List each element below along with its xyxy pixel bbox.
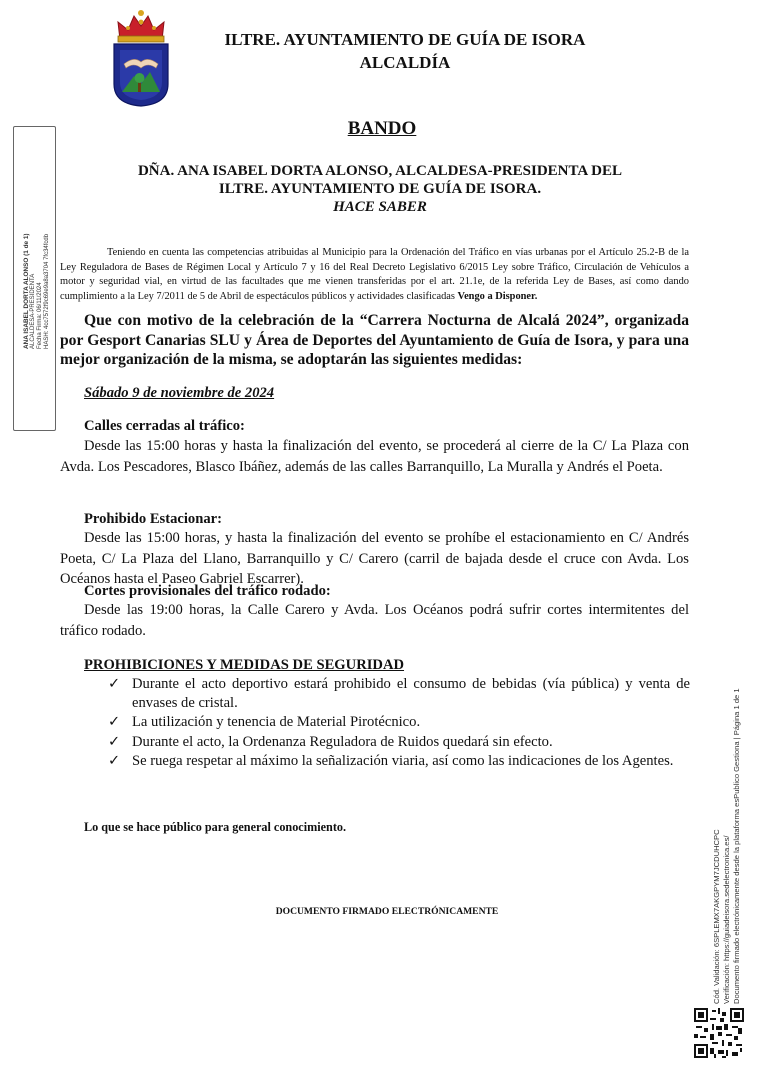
prohibitions-heading: PROHIBICIONES Y MEDIDAS DE SEGURIDAD xyxy=(84,657,405,673)
closed-streets-heading: Calles cerradas al tráfico: xyxy=(84,418,245,434)
issuer-line-2: ILTRE. AYUNTAMIENTO DE GUÍA DE ISORA. xyxy=(218,181,542,197)
checkmark-icon: ✓ xyxy=(108,733,121,750)
traffic-cuts-heading: Cortes provisionales del tráfico rodado: xyxy=(84,583,331,599)
hace-saber: HACE SABER xyxy=(333,199,427,215)
checkmark-icon: ✓ xyxy=(108,676,121,692)
intro-bold-tail: Vengo a Disponer. xyxy=(457,290,538,302)
lead-paragraph: Que con motivo de la celebración de la “Carrera Nocturna de Alcalá 2024”, organizada por Gesport Canarias SLU y Área de Deportes del Ayuntamiento de Guía de Isora, y para una mejor organización de la misma, se adoptarán las siguientes medidas: xyxy=(60,312,689,368)
header-municipality: ILTRE. AYUNTAMIENTO DE GUÍA DE ISORA xyxy=(224,30,586,49)
list-item: ✓ Se ruega respetar al máximo la señalización viaria, así como las indicaciones de los Agentes. xyxy=(108,753,674,769)
document-title: BANDO xyxy=(347,118,417,139)
prohibitions-list xyxy=(108,675,690,772)
validation-code: Cód. Validación: 6SPLEMX7AKGPYM7JCDUHCPC xyxy=(712,829,721,1004)
no-parking-heading: Prohibido Estacionar: xyxy=(84,511,222,527)
closed-streets-text: Desde las 15:00 horas y hasta la finalización del evento, se procederá al cierre de la C/ La Plaza con Avda. Los Pescadores, Blasco Ibáñez, además de las calles Barranquillo, La Muralla y Andrés el Poeta. xyxy=(60,438,689,475)
list-item: ✓ Durante el acto deportivo estará prohibido el consumo de bebidas (vía pública) y venta de envases de cristal. xyxy=(108,676,690,711)
signer-role: ALCALDESA-PRESIDENTA xyxy=(30,273,36,349)
platform-notice: Documento firmado electrónicamente desde la plataforma esPublico Gestiona | Página 1 de 1 xyxy=(732,688,741,1004)
qr-code-icon[interactable] xyxy=(694,1008,744,1058)
header-office: ALCALDÍA xyxy=(359,53,451,72)
verification-url: Verificación: https://guiadeisora.sedelectronica.es/ xyxy=(722,835,731,1004)
checkmark-icon: ✓ xyxy=(108,753,121,769)
closing-statement: Lo que se hace público para general conocimiento. xyxy=(84,820,347,834)
list-item: ✓ La utilización y tenencia de Material Pirotécnico. xyxy=(108,714,421,730)
signed-notice: DOCUMENTO FIRMADO ELECTRÓNICAMENTE xyxy=(275,906,499,917)
signature-hash: HASH: 4cc7572f9c69e9a8a3704 7fc34fcdb xyxy=(44,233,50,349)
signature-date: Fecha Firma: 06/11/2024 xyxy=(37,282,43,349)
checkmark-icon: ✓ xyxy=(108,714,121,730)
intro-paragraph xyxy=(60,246,689,304)
intro-text: Teniendo en cuenta las competencias atribuidas al Municipio para la Ordenación del Tráfico en vías urbanas por el Artículo 25.2-B de la Ley Reguladora de Bases de Régimen Local y Artículo 7 y 16 del Real Decreto Legislativo 6/2015 Ley sobre Tráfico, Circulación de Vehículos a motor y seguridad vial, en virtud de las facultades que me vienen transferidas por el art. 21.1e, de la referida Ley de Bases, así como dando cumplimiento a la Ley 7/2011 de 5 de Abril de espectáculos públicos y actividades clasificadas xyxy=(60,247,689,302)
signer-name: ANA ISABEL DORTA ALONSO (1 de 1) xyxy=(23,233,30,349)
signature-box xyxy=(13,126,56,431)
no-parking-text: Desde las 15:00 horas, y hasta la finalización del evento se prohíbe el estacionamiento en C/ Andrés Poeta, C/ La Plaza del Llano, Barranquillo y C/ Carero (carril de bajada desde el cruce con Avda. Los Océanos hasta el Paseo Gabriel Escarrer). xyxy=(60,530,689,587)
event-date: Sábado 9 de noviembre de 2024 xyxy=(84,385,275,401)
list-item: ✓ Durante el acto, la Ordenanza Reguladora de Ruidos quedará sin efecto. xyxy=(108,733,553,750)
issuer-line-1: DÑA. ANA ISABEL DORTA ALONSO, ALCALDESA-PRESIDENTA DEL xyxy=(137,163,623,179)
traffic-cuts-text: Desde las 19:00 horas, la Calle Carero y Avda. Los Océanos podrá sufrir cortes intermitentes del tráfico rodado. xyxy=(60,602,689,639)
